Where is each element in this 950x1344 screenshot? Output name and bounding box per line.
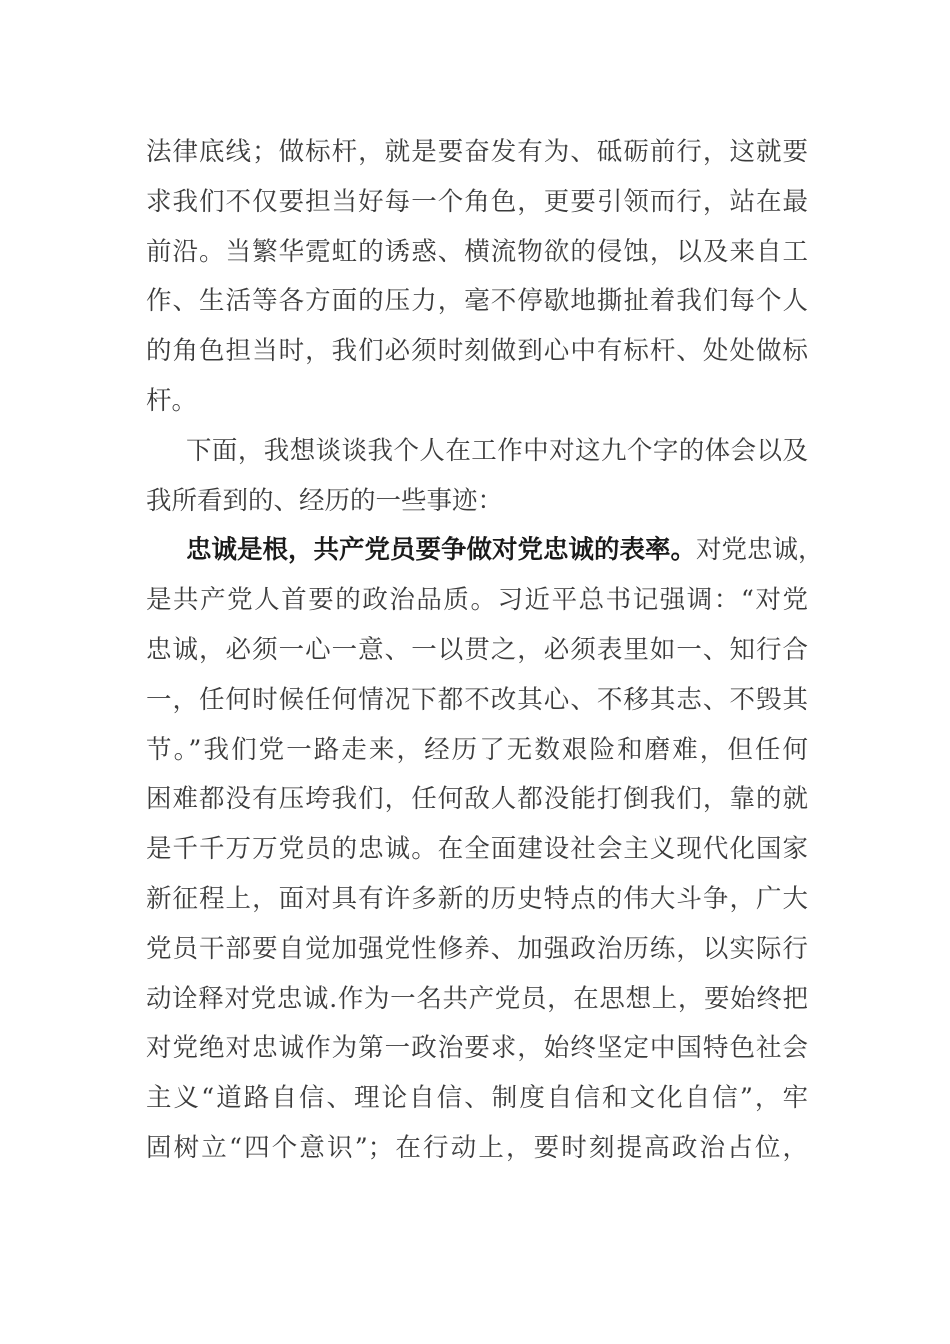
text-line: 忠诚，必须一心一意、一以贯之，必须表里如一、知行合 [146, 634, 808, 665]
text-line: 的角色担当时，我们必须时刻做到心中有标杆、处处做标 [146, 336, 808, 367]
text-line [146, 526, 824, 576]
text-line: 是千千万万党员的忠诚。在全面建设社会主义现代化国家 [146, 834, 808, 865]
text-line: 求我们不仅要担当好每一个角色，更要引领而行，站在最 [146, 186, 808, 217]
text-line: 一，任何时候任何情况下都不改其心、不移其志、不毁其 [146, 684, 808, 715]
paragraph-2 [146, 427, 808, 527]
document-page [146, 128, 824, 1174]
text-line: 下面，我想谈谈我个人在工作中对这九个字的体会以及 [186, 435, 808, 466]
text-line: 杆。 [146, 385, 198, 416]
text-line: 对党绝对忠诚作为第一政治要求，始终坚定中国特色社会 [146, 1033, 808, 1064]
text-line: 主义“道路自信、理论自信、制度自信和文化自信”，牢 [146, 1083, 808, 1114]
bold-heading: 忠诚是根，共产党员要争做对党忠诚的表率。 [186, 535, 697, 566]
text-run: 对党忠诚， [696, 535, 824, 566]
text-line: 是共产党人首要的政治品质。习近平总书记强调：“对党 [146, 585, 808, 616]
text-line: 作、生活等各方面的压力，毫不停歇地撕扯着我们每个人 [146, 286, 808, 317]
text-line: 我所看到的、经历的一些事迹： [146, 485, 504, 516]
text-line: 固树立“四个意识”；在行动上，要时刻提高政治占位， [146, 1132, 808, 1163]
text-line: 新征程上，面对具有许多新的历史特点的伟大斗争，广大 [146, 883, 808, 914]
text-line: 法律底线；做标杆，就是要奋发有为、砥砺前行，这就要 [146, 137, 808, 167]
text-line: 节。”我们党一路走来，经历了无数艰险和磨难，但任何 [146, 734, 808, 765]
text-line: 困难都没有压垮我们，任何敌人都没能打倒我们，靠的就 [146, 784, 808, 815]
text-line: 党员干部要自觉加强党性修养、加强政治历练，以实际行 [146, 933, 808, 964]
paragraph-3 [146, 526, 824, 1173]
text-line: 前沿。当繁华霓虹的诱惑、横流物欲的侵蚀，以及来自工 [146, 236, 808, 267]
paragraph-1 [146, 128, 808, 427]
text-line: 动诠释对党忠诚.作为一名共产党员，在思想上，要始终把 [146, 983, 808, 1014]
